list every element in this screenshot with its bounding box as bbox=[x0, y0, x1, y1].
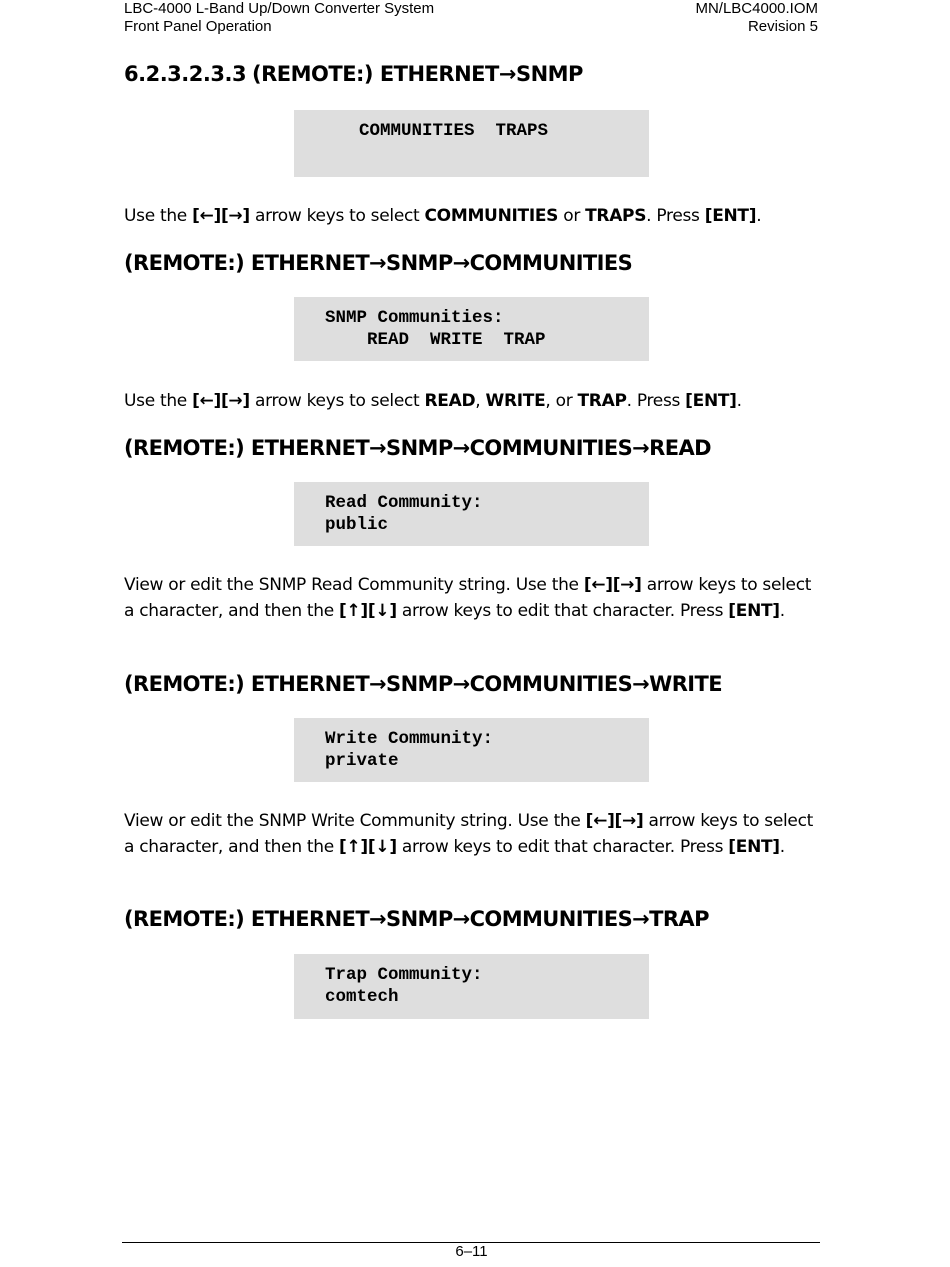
lcd-line-1: SNMP Communities: bbox=[325, 308, 504, 328]
arrow-keys-up-down: [↑][↓] bbox=[339, 601, 397, 621]
key-ent: [ENT] bbox=[704, 206, 757, 226]
section-heading bbox=[124, 62, 583, 86]
key-ent: [ENT] bbox=[728, 601, 780, 621]
text: or bbox=[558, 206, 586, 226]
text: Use the bbox=[124, 206, 193, 226]
section-title: (REMOTE:) ETHERNET→SNMP bbox=[252, 62, 583, 86]
header-right bbox=[695, 0, 818, 36]
doc-id: MN/LBC4000.IOM bbox=[695, 0, 818, 17]
heading-communities: (REMOTE:) ETHERNET→SNMP→COMMUNITIES bbox=[124, 251, 633, 275]
lcd-line-1: Write Community: bbox=[325, 729, 494, 749]
text: View or edit the SNMP Read Community string. Use the bbox=[124, 575, 584, 595]
text: . bbox=[756, 206, 762, 226]
lcd-line-2: private bbox=[325, 751, 399, 771]
heading-write: (REMOTE:) ETHERNET→SNMP→COMMUNITIES→WRITE bbox=[124, 672, 722, 696]
lcd-line-1: COMMUNITIES TRAPS bbox=[359, 121, 549, 141]
keyword-communities: COMMUNITIES bbox=[424, 206, 559, 226]
text: arrow keys to select a character, and then the bbox=[124, 811, 813, 857]
lcd-display-write bbox=[294, 718, 649, 782]
arrow-keys-left-right: [←][→] bbox=[585, 811, 644, 831]
text: Use the bbox=[124, 391, 193, 411]
text: arrow keys to select bbox=[249, 391, 425, 411]
lcd-display-trap bbox=[294, 954, 649, 1019]
text: arrow keys to edit that character. Press bbox=[396, 837, 729, 857]
text: . bbox=[736, 391, 742, 411]
paragraph-write bbox=[124, 808, 824, 860]
lcd-line-2: READ WRITE TRAP bbox=[325, 330, 546, 350]
heading-read: (REMOTE:) ETHERNET→SNMP→COMMUNITIES→READ bbox=[124, 436, 711, 460]
section-number: 6.2.3.2.3.3 bbox=[124, 62, 247, 86]
text: . Press bbox=[646, 206, 705, 226]
text: . bbox=[779, 837, 785, 857]
doc-revision: Revision 5 bbox=[747, 18, 818, 35]
paragraph-read bbox=[124, 572, 824, 624]
arrow-keys-left-right: [←][→] bbox=[583, 575, 642, 595]
text: arrow keys to select a character, and then the bbox=[124, 575, 812, 621]
arrow-keys-left-right: [←][→] bbox=[192, 391, 250, 411]
paragraph-communities bbox=[124, 388, 824, 414]
arrow-keys-left-right: [←][→] bbox=[192, 206, 250, 226]
text: arrow keys to select bbox=[249, 206, 425, 226]
lcd-display-read bbox=[294, 482, 649, 546]
text: , bbox=[475, 391, 486, 411]
page-number: 6–11 bbox=[455, 1243, 488, 1260]
lcd-line-2: public bbox=[325, 515, 389, 535]
doc-title: LBC-4000 L-Band Up/Down Converter System bbox=[124, 0, 435, 17]
keyword-read: READ bbox=[424, 391, 476, 411]
lcd-display-snmp bbox=[294, 110, 649, 177]
key-ent: [ENT] bbox=[685, 391, 737, 411]
text: . Press bbox=[626, 391, 686, 411]
header-left bbox=[124, 0, 434, 36]
lcd-line-1: Trap Community: bbox=[325, 965, 483, 985]
lcd-display-communities bbox=[294, 297, 649, 361]
keyword-write: WRITE bbox=[485, 391, 546, 411]
heading-trap: (REMOTE:) ETHERNET→SNMP→COMMUNITIES→TRAP bbox=[124, 907, 709, 931]
text: View or edit the SNMP Write Community string. Use the bbox=[124, 811, 586, 831]
doc-chapter: Front Panel Operation bbox=[124, 18, 272, 35]
lcd-line-2: comtech bbox=[325, 987, 399, 1007]
text: arrow keys to edit that character. Press bbox=[396, 601, 729, 621]
lcd-line-1: Read Community: bbox=[325, 493, 483, 513]
keyword-trap: TRAP bbox=[577, 391, 627, 411]
paragraph-snmp bbox=[124, 203, 824, 229]
key-ent: [ENT] bbox=[728, 837, 780, 857]
text: . bbox=[779, 601, 785, 621]
text: , or bbox=[545, 391, 578, 411]
arrow-keys-up-down: [↑][↓] bbox=[339, 837, 397, 857]
keyword-traps: TRAPS bbox=[585, 206, 647, 226]
